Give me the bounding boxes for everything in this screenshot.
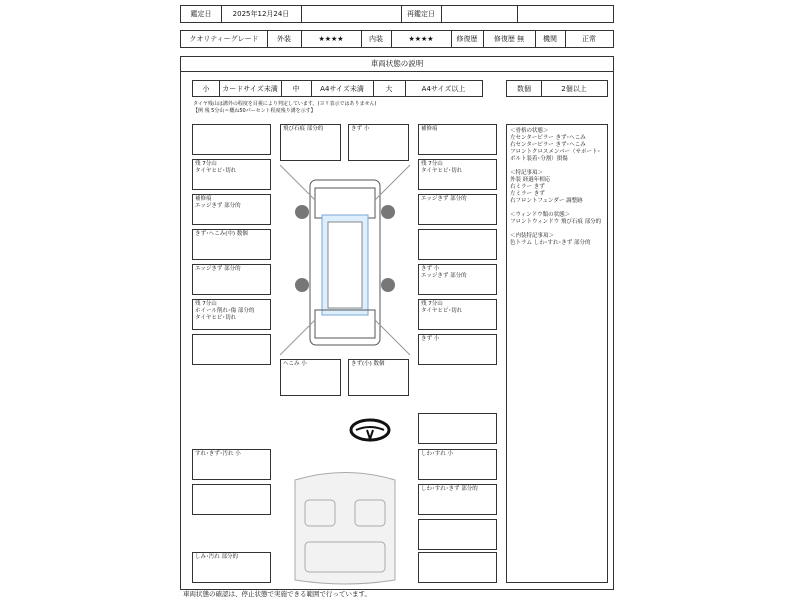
wheel-rear-left-icon [295,278,309,292]
wheel-front-left-icon [295,205,309,219]
steering-wheel-icon [349,418,391,442]
left-note-4: きず･へこみ(中) 数個 [192,229,271,260]
right-note-1: 補修痕 [418,124,497,155]
engine-value: 正常 [582,35,596,43]
interior-stars: ★★★★ [408,35,434,43]
left-note-3: 補修痕 エッジきず 部分的 [192,194,271,225]
right-note-5: きず 小 エッジきず 部分的 [418,264,497,295]
left-note-7 [192,334,271,365]
count-legend [506,80,608,97]
legend-medium-desc: A4サイズ未満 [320,84,364,93]
repair-label: 修復歴 [456,35,478,43]
inspect-label: 鑑定日 [190,10,212,18]
grade-label: クオリティーグレード [189,35,259,43]
right-note-10: しわ･すれ･きず 部分的 [418,484,497,515]
car-diagram [280,160,410,360]
legend-small: 小 [202,84,210,93]
top-note-2: きず 小 [348,124,409,161]
right-note-2: 残 7分山 タイヤヒビ･切れ [418,159,497,190]
tire-note-line2: 【例 残 5分山＝概ね50パーセント程度残り溝を示す】 [193,108,316,114]
top-note-1: 飛び石痕 部分的 [280,124,341,161]
legend-count: 数個 [517,84,531,93]
right-note-6: 残 7分山 タイヤヒビ･切れ [418,299,497,330]
right-note-9: しわ･すれ 小 [418,449,497,480]
tire-note-line1: タイヤ残山は溝外の程度を目視により判定しています。(ヨリ表示ではありません) [193,101,377,107]
right-note-11 [418,519,497,550]
bottom-note-1: へこみ 小 [280,359,341,396]
exterior-label: 外装 [277,35,291,43]
left-note-6: 残 7分山 ホイール削れ･傷 部分的 タイヤヒビ･切れ [192,299,271,330]
section-title: 車両状態の説明 [180,56,614,72]
legend-medium: 中 [292,84,300,93]
reinspect-label: 再鑑定日 [407,10,435,18]
repair-value: 修復歴 無 [493,35,525,43]
footer-note: 車両状態の確認は、停止状態で実施できる範囲で行っています。 [183,590,371,598]
header-row-1 [180,5,614,23]
legend-large: 大 [385,84,393,93]
left-note-5: エッジきず 部分的 [192,264,271,295]
header-row-2 [180,30,614,48]
left-note-9 [192,484,271,515]
engine-label: 機関 [543,35,557,43]
left-note-10: しみ･汚れ 部分的 [192,552,271,583]
exterior-stars: ★★★★ [318,35,344,43]
left-note-2: 残 7分山 タイヤヒビ･切れ [192,159,271,190]
bottom-note-2: きず(小) 数個 [348,359,409,396]
legend-large-desc: A4サイズ以上 [421,84,466,93]
reinspect-value [441,6,517,22]
left-note-1 [192,124,271,155]
right-note-8 [418,413,497,444]
wheel-rear-right-icon [381,278,395,292]
interior-label: 内装 [369,35,383,43]
right-note-12 [418,552,497,583]
legend-count-desc: 2個以上 [561,84,587,93]
summary-box: ＜骨格の状態＞ 左センターピラー きず･へこみ 右センターピラー きず･へこみ フロントクロスメンバー（サポート･ボルト装着･分割）損傷 ＜特記事項＞ 外装 経過年相応 右ミラー きず 左ミラー きず 右フロントフェンダー 調整跡 ＜ウィンドウ類の状態＞ フロントウィンドウ 飛び石痕 部分的 ＜内装特記事項＞ 色トラム しわ･すれ･きず 部分的 [506,124,608,583]
size-legend [192,80,483,97]
right-note-3: エッジきず 部分的 [418,194,497,225]
right-note-4 [418,229,497,260]
wheel-front-right-icon [381,205,395,219]
interior-diagram [270,460,420,590]
right-note-7: きず 小 [418,334,497,365]
inspect-date: 2025年12月24日 [232,10,290,18]
legend-small-desc: カードサイズ未満 [222,84,278,93]
left-note-8: すれ･きず･汚れ 小 [192,449,271,480]
